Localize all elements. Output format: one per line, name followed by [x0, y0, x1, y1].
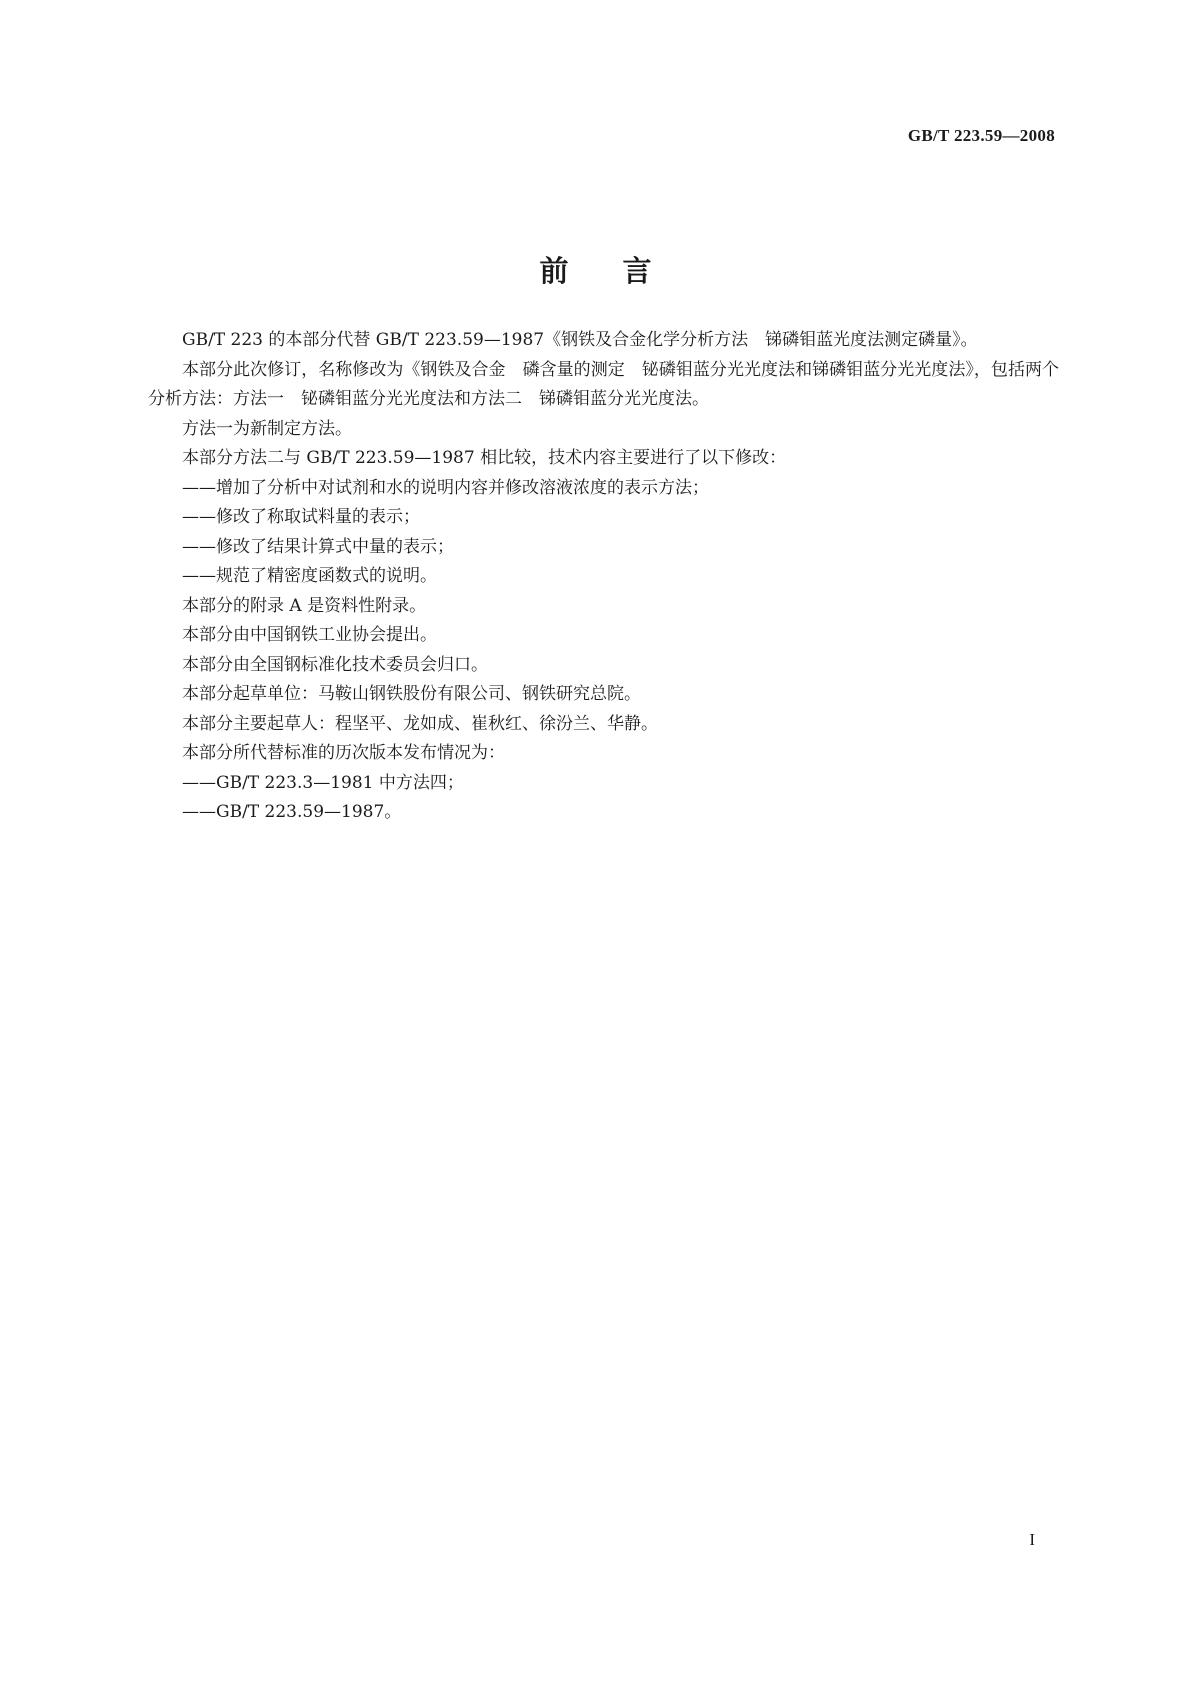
standard-code: GB/T 223.59—2008 [907, 126, 1055, 145]
paragraph-text: 本部分的附录 A 是资料性附录。 [182, 595, 427, 616]
foreword-paragraph [148, 474, 1059, 504]
foreword-paragraph [148, 356, 1059, 415]
paragraph-text: ——修改了结果计算式中量的表示； [182, 536, 454, 557]
paragraph-text: 本部分所代替标准的历次版本发布情况为： [182, 743, 505, 763]
paragraph-text: 铋磷钼蓝分光光度法和锑磷钼蓝分光光度法》，包括两个分析方法：方法一 [148, 359, 1060, 409]
foreword-paragraph [148, 533, 1059, 563]
foreword-paragraph [148, 326, 1059, 356]
paragraph-text: ——GB/T 223.3—1981 中方法四； [182, 772, 464, 793]
foreword-paragraph [148, 798, 1059, 828]
foreword-paragraph [148, 680, 1059, 710]
foreword-paragraph [148, 621, 1059, 651]
foreword-paragraph [148, 444, 1059, 474]
foreword-paragraph [148, 562, 1059, 592]
page-number: I [1029, 1530, 1035, 1549]
paragraph-text: 本部分由中国钢铁工业协会提出。 [182, 625, 437, 645]
paragraph-text: ——GB/T 223.59—1987。 [182, 802, 402, 822]
foreword-paragraph [148, 651, 1059, 681]
paragraph-text: 锑磷钼蓝光度法测定磷量》。 [765, 330, 978, 350]
foreword-paragraph [148, 739, 1059, 769]
paragraph-text: 锑磷钼蓝分光光度法。 [539, 389, 709, 409]
paragraph-text: 本部分方法二与 GB/T 223.59—1987 相比较，技术内容主要进行了以下修改： [182, 448, 787, 468]
paragraph-text: GB/T 223 的本部分代替 GB/T 223.59—1987《钢铁及合金化学分析方法 [182, 330, 749, 350]
foreword-body [148, 326, 1059, 828]
paragraph-text: ——规范了精密度函数式的说明。 [182, 566, 437, 586]
paragraph-text: 磷含量的测定 [522, 359, 625, 380]
foreword-paragraph [148, 503, 1059, 533]
paragraph-text: 本部分起草单位：马鞍山钢铁股份有限公司、钢铁研究总院。 [182, 684, 641, 704]
foreword-paragraph [148, 710, 1059, 740]
paragraph-text: 本部分此次修订，名称修改为《钢铁及合金 [182, 359, 506, 380]
paragraph-text: ——修改了称取试料量的表示； [182, 507, 420, 527]
paragraph-text: 本部分主要起草人：程坚平、龙如成、崔秋红、徐汾兰、华静。 [182, 713, 658, 734]
page-title: 前言 [539, 254, 706, 289]
paragraph-text: ——增加了分析中对试剂和水的说明内容并修改溶液浓度的表示方法； [182, 477, 709, 498]
foreword-paragraph [148, 769, 1059, 799]
paragraph-text: 本部分由全国钢标准化技术委员会归口。 [182, 654, 488, 675]
foreword-paragraph [148, 592, 1059, 622]
foreword-paragraph [148, 415, 1059, 445]
paragraph-text: 铋磷钼蓝分光光度法和方法二 [301, 389, 522, 409]
paragraph-text: 方法一为新制定方法。 [182, 418, 352, 439]
